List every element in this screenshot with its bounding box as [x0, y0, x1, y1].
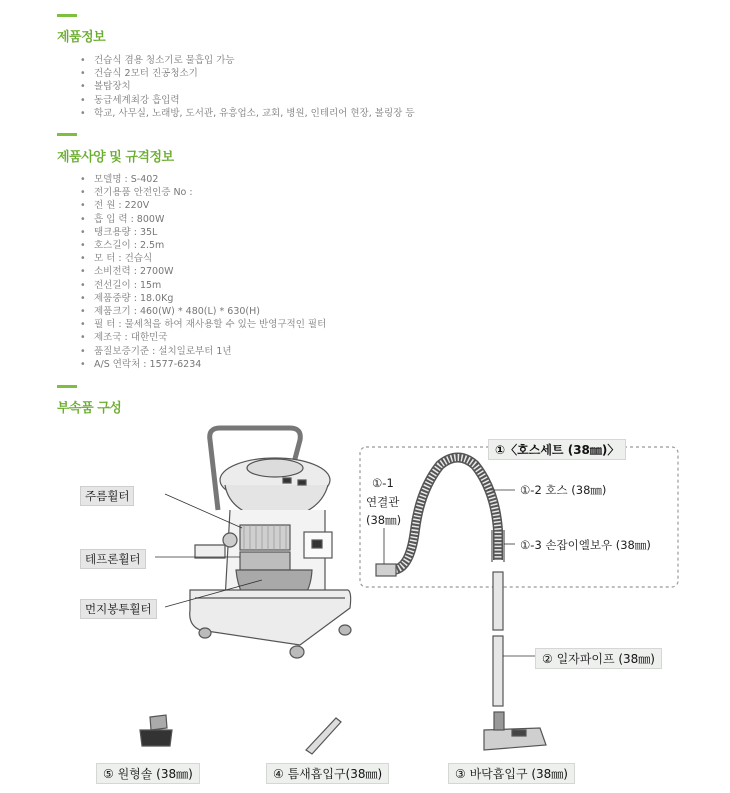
- list-item: • 흡 입 력 : 800W: [80, 213, 326, 226]
- list-item: • 전선길이 : 15m: [80, 279, 326, 292]
- list-item: • 학교, 사무실, 노래방, 도서관, 유흥업소, 교회, 병원, 인테리어 현장, 볼링장 등: [80, 107, 415, 120]
- round-brush: [150, 715, 167, 730]
- list-item: • 모델명 : S-402: [80, 173, 326, 186]
- accessories-title: 부속품 구성: [57, 401, 122, 416]
- crevice-tool: [306, 718, 341, 754]
- teflon-filter: [240, 552, 290, 570]
- teflon-filter-label: 테프론휠터: [80, 549, 146, 569]
- round-brush-label: ⑤ 원형솔 (38㎜): [96, 763, 200, 784]
- list-item: • 제품크기 : 460(W) * 480(L) * 630(H): [80, 305, 326, 318]
- connector-pipe: [376, 564, 396, 576]
- hose-label: ①-2 호스 (38㎜): [520, 483, 607, 497]
- straight-pipe-label: ② 일자파이프 (38㎜): [535, 648, 662, 669]
- list-item: • 필 터 : 물세척을 하여 재사용할 수 있는 반영구적인 필터: [80, 318, 326, 331]
- list-item: • 모 터 : 건습식: [80, 252, 326, 265]
- list-item: • 제조국 : 대한민국: [80, 331, 326, 344]
- straight-pipe: [493, 572, 503, 630]
- list-item: • 건습식 겸용 청소기로 물흡입 가능: [80, 54, 415, 67]
- wrinkle-filter-label: 주름휠터: [80, 486, 134, 506]
- wheel: [339, 625, 351, 635]
- list-item: • 전 원 : 220V: [80, 199, 326, 212]
- list-item: • 볼탑장치: [80, 80, 415, 93]
- wheel: [290, 646, 304, 658]
- wrinkle-filter: [240, 525, 290, 550]
- product-info-title: 제품정보: [57, 30, 106, 45]
- list-item: • 건습식 2모터 진공청소기: [80, 67, 415, 80]
- floor-nozzle-label: ③ 바닥흡입구 (38㎜): [448, 763, 575, 784]
- list-item: • 품질보증기준 : 설치일로부터 1년: [80, 345, 326, 358]
- connector-size-label: (38㎜): [366, 513, 402, 527]
- spec-info-title: 제품사양 및 규격정보: [57, 150, 174, 165]
- crevice-tool-label: ④ 틈새흡입구(38㎜): [266, 763, 389, 784]
- elbow-label: ①-3 손잡이엘보우 (38㎜): [520, 538, 651, 552]
- connector-name-label: 연결관: [366, 495, 400, 509]
- list-item: • A/S 연락처 : 1577-6234: [80, 358, 326, 371]
- list-item: • 전기용품 안전인증 No :: [80, 186, 326, 199]
- wheel: [199, 628, 211, 638]
- list-item: • 동급세계최강 흡입력: [80, 94, 415, 107]
- list-item: • 호스길이 : 2.5m: [80, 239, 326, 252]
- hose-set-label: ①〈호스세트 (38㎜)〉: [488, 439, 626, 460]
- dust-bag-filter-label: 먼지봉투휠터: [80, 599, 157, 619]
- list-item: • 제품중량 : 18.0Kg: [80, 292, 326, 305]
- list-item: • 소비전력 : 2700W: [80, 265, 326, 278]
- list-item: • 탱크용량 : 35L: [80, 226, 326, 239]
- connector-number-label: ①-1: [372, 476, 394, 490]
- straight-pipe: [493, 636, 503, 706]
